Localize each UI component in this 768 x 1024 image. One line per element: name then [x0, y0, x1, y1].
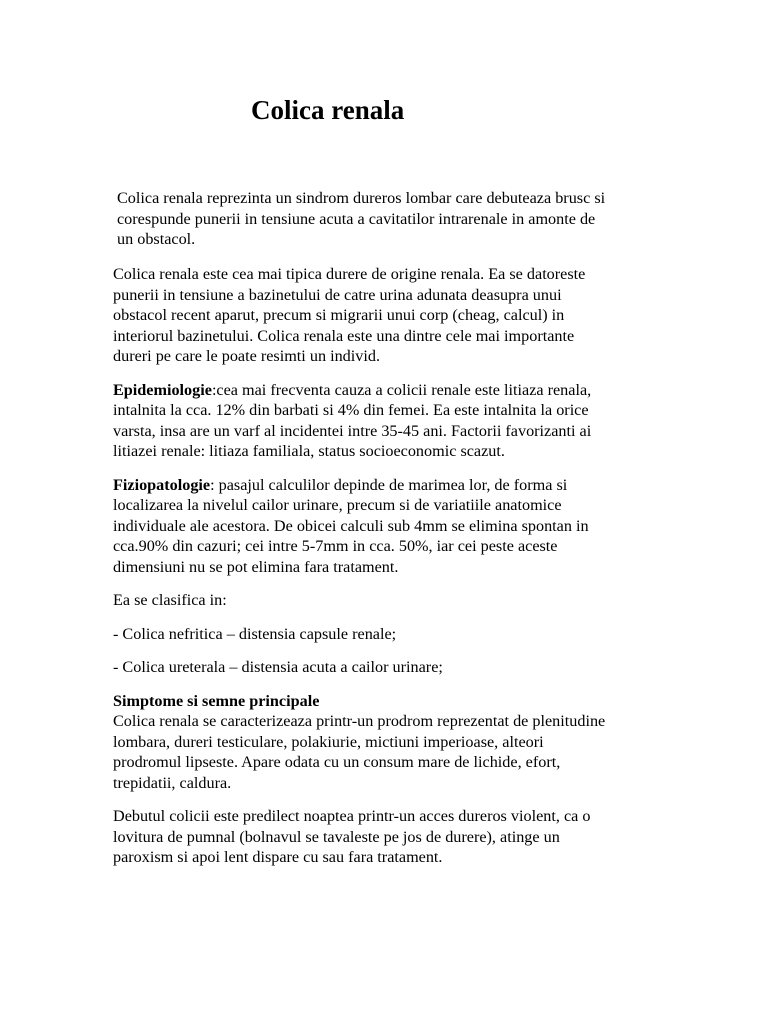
definition-paragraph [113, 264, 673, 367]
physiopathology-text: : pasajul calculilor depinde de marimea lor, de forma si [210, 475, 568, 494]
classification-item [113, 624, 673, 645]
paragraph-line: varsta, insa are un varf al incidentei intre 35-45 ani. Factorii favorizanti ai [113, 421, 592, 440]
paragraph-line [113, 380, 673, 401]
paragraph-line: intalnita la cca. 12% din barbati si 4% din femei. Ea este intalnita la orice [113, 401, 589, 419]
classification-intro [113, 590, 673, 611]
physiopathology-paragraph [113, 475, 673, 578]
classification-item [113, 657, 673, 678]
epidemiology-paragraph [113, 380, 673, 462]
paragraph-line: dureri pe care le poate resimti un individ. [113, 347, 380, 365]
paragraph-line: Ea se clasifica in: [113, 591, 227, 609]
epidemiology-text: :cea mai frecventa cauza a colicii renale este litiaza renala, [211, 380, 592, 399]
intro-line: un obstacol. [117, 230, 196, 248]
paragraph-line: dimensiuni nu se pot elimina fara tratament. [113, 557, 399, 576]
paragraph-line: lovitura de pumnal (bolnavul se tavaleste pe jos de durere), atinge un [113, 827, 560, 846]
intro-paragraph [117, 188, 677, 250]
symptoms-heading: Simptome si semne principale [113, 691, 320, 710]
document-title: Colica renala [251, 95, 405, 125]
intro-line: corespunde punerii in tensiune acuta a cavitatilor intrarenale in amonte de [117, 209, 596, 228]
symptoms-paragraph [113, 691, 673, 794]
paragraph-line: cca.90% din cazuri; cei intre 5-7mm in cca. 50%, iar cei peste aceste [113, 537, 558, 555]
paragraph-line: - Colica nefritica – distensia capsule renale; [113, 624, 397, 643]
document-body [113, 264, 673, 881]
paragraph-line: Colica renala se caracterizeaza printr-un prodrom reprezentat de plenitudine [113, 712, 606, 730]
paragraph-line: paroxism si apoi lent dispare cu sau fara tratament. [113, 848, 443, 866]
paragraph-line: prodromul lipseste. Apare odata cu un consum mare de lichide, efort, [113, 753, 561, 771]
paragraph-line: Debutul colicii este predilect noaptea printr-un acces dureros violent, ca o [113, 807, 591, 825]
paragraph-line: - Colica ureterala – distensia acuta a cailor urinare; [113, 658, 443, 676]
physiopathology-label: Fiziopatologie [113, 475, 211, 494]
paragraph-line [113, 475, 673, 496]
paragraph-line: litiazei renale: litiaza familiala, status socioeconomic scazut. [113, 442, 505, 460]
paragraph-line: Colica renala este cea mai tipica durere de origine renala. Ea se datoreste [113, 265, 586, 283]
paragraph-line: obstacol recent aparut, precum si migrarii unui corp (cheag, calcul) in [113, 306, 565, 324]
paragraph-line: lombara, dureri testiculare, polakiurie, mictiuni imperioase, alteori [113, 732, 544, 751]
paragraph-line: individuale ale acestora. De obicei calculi sub 4mm se elimina spontan in [113, 516, 589, 535]
onset-paragraph [113, 806, 673, 868]
intro-line: Colica renala reprezinta un sindrom dureros lombar care debuteaza brusc si [117, 189, 606, 207]
paragraph-line: punerii in tensiune a bazinetului de catre urina adunata deasupra unui [113, 285, 562, 304]
paragraph-line: interiorul bazinetului. Colica renala este una dintre cele mai importante [113, 326, 575, 345]
paragraph-line: trepidatii, caldura. [113, 773, 232, 792]
paragraph-line: localizarea la nivelul cailor urinare, precum si de variatiile anatomice [113, 496, 562, 514]
epidemiology-label: Epidemiologie [113, 380, 212, 399]
